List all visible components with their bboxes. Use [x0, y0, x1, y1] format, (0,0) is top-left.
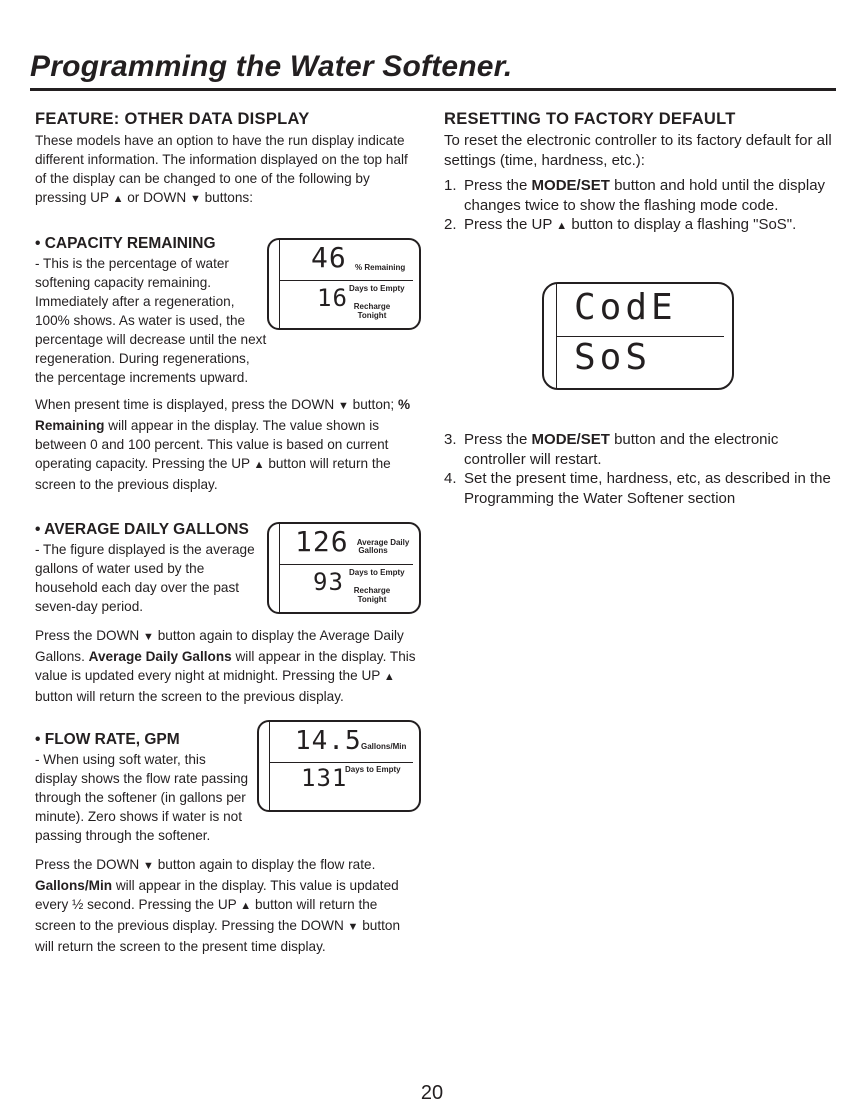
capacity-recharge-label: Recharge — [353, 302, 391, 311]
reset-step-1: 1. Press the MODE/SET button and hold until the display changes twice to show the flashing mode code. — [444, 177, 826, 214]
up-arrow-icon: ▲ — [253, 459, 265, 471]
down-arrow-icon: ▼ — [337, 400, 349, 412]
up-arrow-icon: ▲ — [556, 220, 568, 232]
flow-text: - When using soft water, this display shows the flow rate passing through the softener (in gallons per minute). Zero shows if water is not passing through the softener. — [35, 752, 249, 843]
reset-steps-continued — [444, 430, 840, 508]
capacity-tonight-label: Tonight — [357, 311, 387, 320]
capacity-detail: When present time is displayed, press the DOWN ▼ button; % Remaining will appear in the display. The value shown is between 0 and 100 percent. This value is based on current operating capacity. Pressing the UP ▲ button will return the screen to the previous display. — [35, 397, 411, 492]
reset-steps — [444, 176, 844, 237]
flow-top-label: Gallons/Min — [361, 742, 407, 751]
reset-step-4: 4. Set the present time, hardness, etc, as described in the Programming the Water Softener section — [444, 470, 831, 507]
average-bottom-value: 93 — [313, 568, 344, 596]
reset-heading: RESETTING TO FACTORY DEFAULT — [444, 110, 736, 128]
left-column — [35, 110, 420, 954]
up-arrow-icon: ▲ — [112, 193, 124, 205]
average-detail: Press the DOWN ▼ button again to display the Average Daily Gallons. Average Daily Gallons will appear in the display. This value is updated every night at midnight. Pressing the UP ▲ button will return the screen to the previous display. — [35, 628, 416, 704]
feature-heading: FEATURE: OTHER DATA DISPLAY — [35, 110, 310, 128]
average-text: - The figure displayed is the average gallons of water used by the household each day over the past seven-day period. — [35, 542, 255, 614]
flow-display-separator — [269, 762, 413, 763]
average-display — [267, 522, 421, 614]
flow-top-value: 14.5 — [295, 726, 362, 756]
flow-bottom-value: 131 — [301, 764, 348, 792]
capacity-bottom-label: Days to Empty — [349, 284, 405, 293]
capacity-bottom-value: 16 — [317, 284, 348, 312]
down-arrow-icon: ▼ — [189, 193, 201, 205]
average-top-value: 126 — [295, 525, 349, 558]
capacity-heading: • CAPACITY REMAINING — [35, 235, 216, 252]
average-bottom-label: Days to Empty — [349, 568, 405, 577]
flow-detail: Press the DOWN ▼ button again to display the flow rate. Gallons/Min will appear in the display. This value is updated every ½ second. Pressing the UP ▲ button will return the screen to the previous display. Pressing the DOWN ▼ button will return the screen to the present time display. — [35, 857, 401, 954]
average-tonight-label: Tonight — [357, 595, 387, 604]
feature-intro: These models have an option to have the run display indicate different information. The information displayed on the top half of the display can be changed to one of the following by pressing UP ▲ or DOWN ▼ buttons: — [35, 133, 408, 205]
up-arrow-icon: ▲ — [383, 671, 395, 683]
reset-top-value: CodE — [574, 287, 677, 328]
flow-heading: • FLOW RATE, GPM — [35, 731, 180, 748]
reset-intro: To reset the electronic controller to its factory default for all settings (time, hardness, etc.): — [444, 132, 832, 169]
average-top-label: Average Daily — [356, 538, 410, 547]
up-arrow-icon: ▲ — [240, 900, 252, 912]
capacity-display — [267, 238, 421, 330]
page-number: 20 — [420, 1082, 444, 1104]
reset-step-3: 3. Press the MODE/SET button and the electronic controller will restart. — [444, 431, 779, 468]
flow-section — [35, 726, 420, 956]
reset-display — [542, 282, 734, 390]
flow-bottom-label: Days to Empty — [345, 765, 401, 774]
average-top-label-2: Gallons — [358, 546, 388, 555]
down-arrow-icon: ▼ — [347, 921, 359, 933]
capacity-top-label: % Remaining — [355, 263, 406, 272]
capacity-section — [35, 234, 420, 494]
reset-step-2: 2. Press the UP ▲ button to display a flashing "SoS". — [444, 216, 797, 233]
average-display-separator — [279, 564, 413, 565]
capacity-display-separator — [279, 280, 413, 281]
reset-bottom-value: SoS — [574, 337, 652, 378]
down-arrow-icon: ▼ — [143, 860, 154, 872]
average-recharge-label: Recharge — [353, 586, 391, 595]
down-arrow-icon: ▼ — [143, 631, 154, 643]
average-section — [35, 520, 420, 706]
capacity-text: - This is the percentage of water softening capacity remaining. Immediately after a regeneration, 100% shows. As water is used, the percentage will decrease until the next regeneration. During regenerations, the percentage increments upward. — [35, 256, 267, 385]
capacity-top-value: 46 — [311, 241, 347, 274]
title-rule — [30, 88, 836, 91]
page-title: Programming the Water Softener. — [30, 50, 513, 83]
right-column — [444, 110, 844, 507]
average-heading: • AVERAGE DAILY GALLONS — [35, 521, 249, 538]
flow-display — [257, 720, 421, 812]
